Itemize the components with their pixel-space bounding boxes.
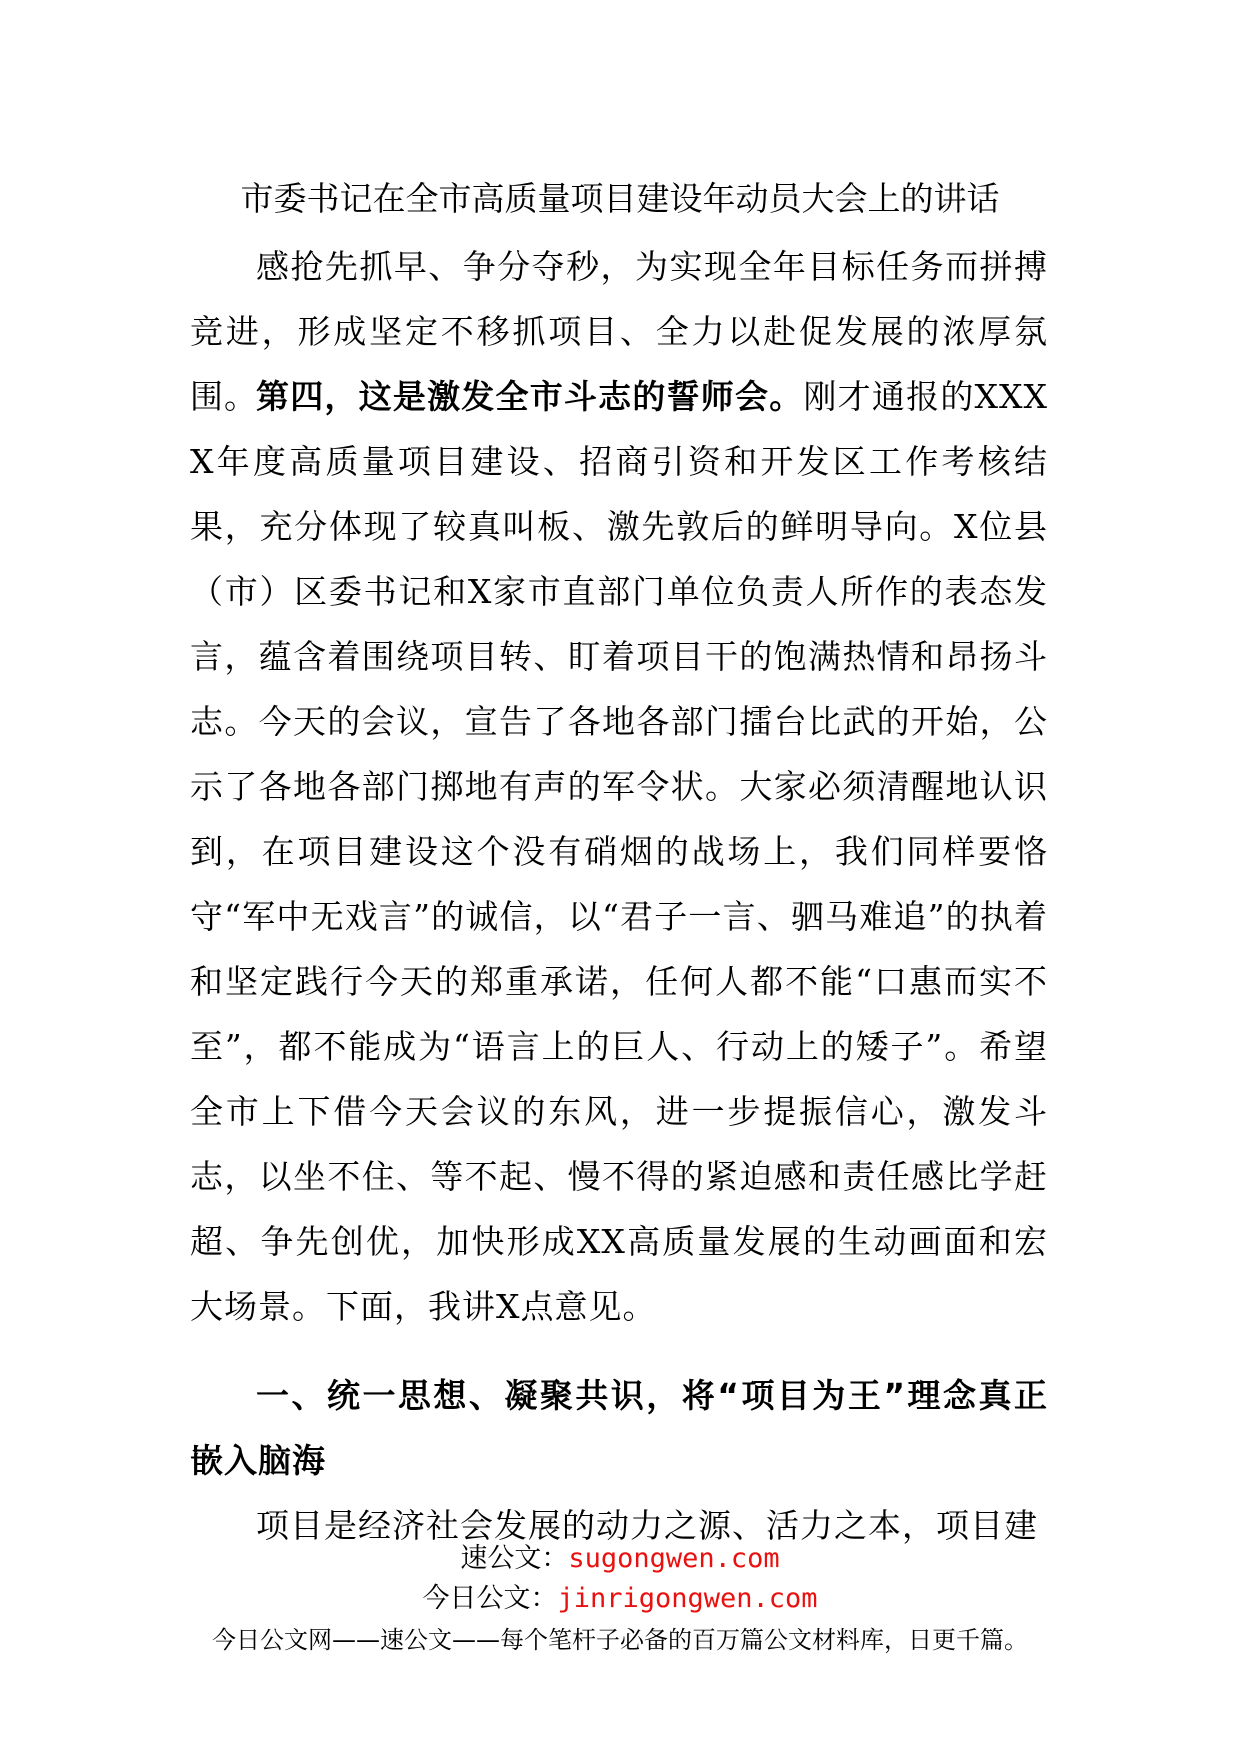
footer-sugongwen-label: 速公文： xyxy=(460,1543,569,1574)
paragraph-2-lead: 第四，这是激发全市斗志的誓师会。 xyxy=(256,377,804,416)
footer-jinrigongwen-link[interactable]: jinrigongwen.com xyxy=(557,1583,818,1614)
footer-jinrigongwen-label: 今日公文： xyxy=(422,1583,558,1614)
paragraph-2 xyxy=(190,364,1048,1339)
paragraph-1: 感抢先抓早、争分夺秒，为实现全年目标任务而拼搏竞进，形成坚定不移抓项目、全力以赴促发展的浓厚氛围。 xyxy=(190,247,1048,416)
footer-sugongwen xyxy=(0,1540,1240,1578)
paragraph-3: 项目是经济社会发展的动力之源、活力之本，项目建 xyxy=(256,1506,1038,1545)
document-title: 市委书记在全市高质量项目建设年动员大会上的讲话 xyxy=(240,179,1000,218)
paragraph-2-body: 刚才通报的XXXX年度高质量项目建设、招商引资和开发区工作考核结果，充分体现了较真叫板、激先敦后的鲜明导向。X位县（市）区委书记和X家市直部门单位负责人所作的表态发言，蕴含着围绕项目转、盯着项目干的饱满热情和昂扬斗志。今天的会议，宣告了各地各部门擂台比武的开始，公示了各地各部门掷地有声的军令状。大家必须清醒地认识到，在项目建设这个没有硝烟的战场上，我们同样要恪守“军中无戏言”的诚信，以“君子一言、驷马难追”的执着和坚定践行今天的郑重承诺，任何人都不能“口惠而实不至”，都不能成为“语言上的巨人、行动上的矮子”。希望全市上下借今天会议的东风，进一步提振信心，激发斗志，以坐不住、等不起、慢不得的紧迫感和责任感比学赶超、争先创优，加快形成XX高质量发展的生动画面和宏大场景。下面，我讲X点意见。 xyxy=(190,377,1049,1326)
section-heading-1: 一、统一思想、凝聚共识，将“项目为王”理念真正嵌入脑海 xyxy=(190,1376,1048,1480)
footer-tagline: 今日公文网——速公文——每个笔杆子必备的百万篇公文材料库，日更千篇。 xyxy=(212,1626,1028,1654)
footer-jinrigongwen xyxy=(0,1580,1240,1618)
footer-sugongwen-link[interactable]: sugongwen.com xyxy=(568,1543,780,1574)
